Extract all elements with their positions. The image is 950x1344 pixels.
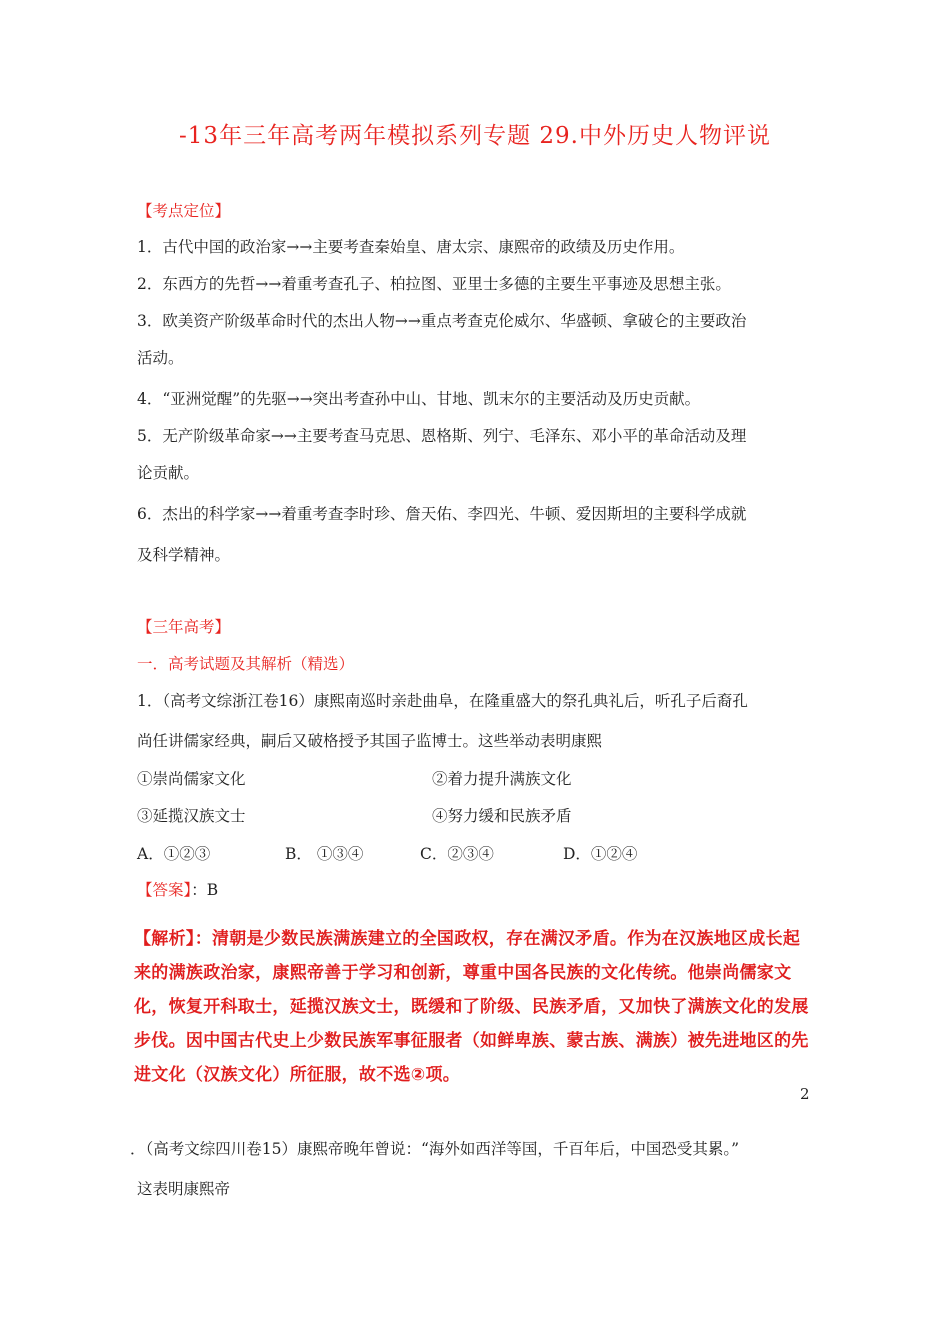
answer-label: 【答案】 bbox=[137, 881, 192, 899]
question-1-text: 尚任讲儒家经典，嗣后又破格授予其国子监博士。这些举动表明康熙 bbox=[137, 732, 603, 750]
question-2-text: ．（高考文综四川卷15）康熙帝晚年曾说：“海外如西洋等国，千百年后，中国恐受其累。” bbox=[130, 1140, 740, 1158]
section-heading-three-years: 【三年高考】 bbox=[137, 618, 231, 636]
exam-point-line: 4．“亚洲觉醒”的先驱→→突出考查孙中山、甘地、凯末尔的主要活动及历史贡献。 bbox=[137, 390, 701, 408]
exam-point-line: 6．杰出的科学家→→着重考查李时珍、詹天佑、李四光、牛顿、爱因斯坦的主要科学成就 bbox=[137, 505, 747, 523]
exam-point-line: 3．欧美资产阶级革命时代的杰出人物→→重点考查克伦威尔、华盛顿、拿破仑的主要政治 bbox=[137, 312, 747, 330]
answer-line bbox=[137, 879, 218, 901]
exam-point-line: 5．无产阶级革命家→→主要考查马克思、恩格斯、列宁、毛泽东、邓小平的革命活动及理 bbox=[137, 427, 747, 445]
exam-point-line: 活动。 bbox=[137, 349, 184, 367]
option-1: ①崇尚儒家文化 bbox=[137, 770, 246, 788]
choice-b: B． ①③④ bbox=[285, 845, 364, 863]
exam-point-line: 及科学精神。 bbox=[137, 546, 231, 564]
answer-value: ：B bbox=[191, 881, 219, 899]
page-title: -13年三年高考两年模拟系列专题 29.中外历史人物评说 bbox=[179, 123, 771, 149]
choice-c: C．②③④ bbox=[420, 845, 494, 863]
exam-point-line: 1．古代中国的政治家→→主要考查秦始皇、唐太宗、康熙帝的政绩及历史作用。 bbox=[137, 238, 685, 256]
analysis-block bbox=[134, 922, 814, 1092]
exam-point-line: 论贡献。 bbox=[137, 464, 200, 482]
section-heading-exam-points: 【考点定位】 bbox=[137, 202, 231, 220]
question-1-text: 1．（高考文综浙江卷16）康熙南巡时亲赴曲阜，在隆重盛大的祭孔典礼后，听孔子后裔孔 bbox=[137, 692, 748, 710]
choice-a: A．①②③ bbox=[137, 845, 211, 863]
question-2-text: 这表明康熙帝 bbox=[137, 1180, 231, 1198]
option-3: ③延揽汉族文士 bbox=[137, 807, 246, 825]
subheading: 一．高考试题及其解析（精选） bbox=[137, 655, 355, 673]
option-4: ④努力缓和民族矛盾 bbox=[432, 807, 572, 825]
analysis-text: ：清朝是少数民族满族建立的全国政权，存在满汉矛盾。作为在汉族地区成长起来的满族政治家，康熙帝善于学习和创新，尊重中国各民族的文化传统。他崇尚儒家文化，恢复开科取士，延揽汉族文士，既缓和了阶级、民族矛盾，又加快了满族文化的发展步伐。因中国古代史上少数民族军事征服者（如鲜卑族、蒙古族、满族）被先进地区的先进文化（汉族文化）所征服，故不选②项。 bbox=[134, 929, 809, 1085]
exam-point-line: 2．东西方的先哲→→着重考查孔子、柏拉图、亚里士多德的主要生平事迹及思想主张。 bbox=[137, 275, 731, 293]
page-number: 2 bbox=[800, 1085, 810, 1103]
option-2: ②着力提升满族文化 bbox=[432, 770, 572, 788]
choice-d: D．①②④ bbox=[563, 845, 638, 863]
analysis-label: 【解析】 bbox=[134, 929, 195, 949]
